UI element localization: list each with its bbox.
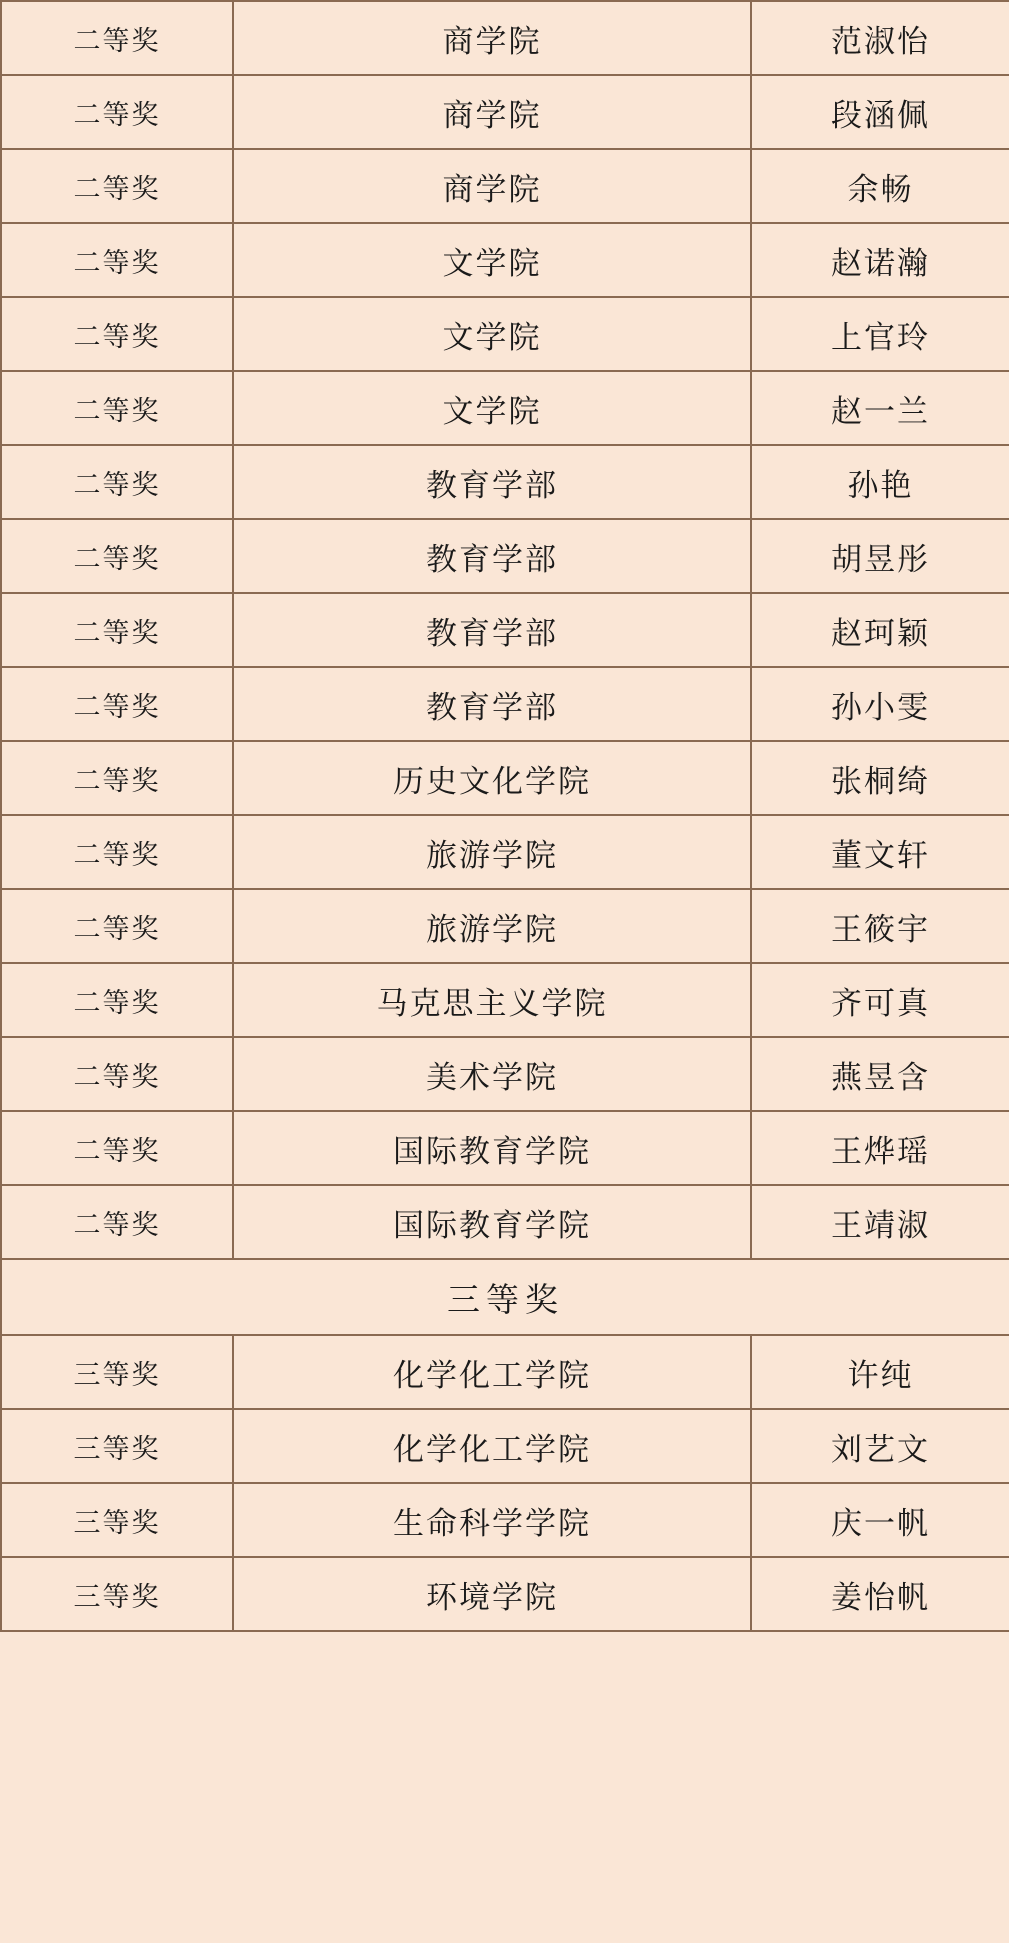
table-row <box>1 223 1009 297</box>
table-row <box>1 667 1009 741</box>
table-row <box>1 1037 1009 1111</box>
cell-award: 二等奖 <box>1 963 233 1037</box>
cell-name: 上官玲 <box>751 297 1009 371</box>
cell-college: 教育学部 <box>233 519 751 593</box>
cell-name: 余畅 <box>751 149 1009 223</box>
cell-award: 三等奖 <box>1 1409 233 1483</box>
cell-award: 二等奖 <box>1 815 233 889</box>
cell-college: 商学院 <box>233 149 751 223</box>
cell-name: 齐可真 <box>751 963 1009 1037</box>
cell-award: 二等奖 <box>1 223 233 297</box>
cell-college: 美术学院 <box>233 1037 751 1111</box>
cell-name: 刘艺文 <box>751 1409 1009 1483</box>
cell-college: 环境学院 <box>233 1557 751 1631</box>
award-table-body <box>1 1 1009 1631</box>
cell-college: 文学院 <box>233 223 751 297</box>
cell-name: 赵一兰 <box>751 371 1009 445</box>
cell-college: 商学院 <box>233 1 751 75</box>
table-row <box>1 75 1009 149</box>
cell-name: 范淑怡 <box>751 1 1009 75</box>
cell-college: 教育学部 <box>233 445 751 519</box>
table-row <box>1 445 1009 519</box>
cell-name: 董文轩 <box>751 815 1009 889</box>
table-row <box>1 371 1009 445</box>
cell-award: 三等奖 <box>1 1335 233 1409</box>
cell-name: 庆一帆 <box>751 1483 1009 1557</box>
cell-name: 孙小雯 <box>751 667 1009 741</box>
table-row <box>1 149 1009 223</box>
cell-college: 国际教育学院 <box>233 1111 751 1185</box>
section-header-title: 三等奖 <box>1 1259 1009 1335</box>
cell-college: 历史文化学院 <box>233 741 751 815</box>
cell-award: 三等奖 <box>1 1483 233 1557</box>
cell-award: 二等奖 <box>1 371 233 445</box>
cell-award: 三等奖 <box>1 1557 233 1631</box>
cell-award: 二等奖 <box>1 889 233 963</box>
table-row <box>1 519 1009 593</box>
cell-college: 商学院 <box>233 75 751 149</box>
cell-name: 王烨瑶 <box>751 1111 1009 1185</box>
cell-name: 孙艳 <box>751 445 1009 519</box>
cell-name: 段涵佩 <box>751 75 1009 149</box>
cell-award: 二等奖 <box>1 667 233 741</box>
cell-college: 国际教育学院 <box>233 1185 751 1259</box>
cell-award: 二等奖 <box>1 593 233 667</box>
cell-name: 燕昱含 <box>751 1037 1009 1111</box>
table-row <box>1 297 1009 371</box>
cell-college: 马克思主义学院 <box>233 963 751 1037</box>
table-row <box>1 815 1009 889</box>
cell-award: 二等奖 <box>1 519 233 593</box>
cell-award: 二等奖 <box>1 149 233 223</box>
section-header-row <box>1 1259 1009 1335</box>
cell-name: 王靖淑 <box>751 1185 1009 1259</box>
cell-award: 二等奖 <box>1 75 233 149</box>
cell-college: 化学化工学院 <box>233 1409 751 1483</box>
cell-name: 赵珂颖 <box>751 593 1009 667</box>
cell-name: 王筱宇 <box>751 889 1009 963</box>
table-row <box>1 1335 1009 1409</box>
cell-college: 生命科学学院 <box>233 1483 751 1557</box>
cell-name: 姜怡帆 <box>751 1557 1009 1631</box>
cell-name: 张桐绮 <box>751 741 1009 815</box>
cell-award: 二等奖 <box>1 1111 233 1185</box>
table-row <box>1 593 1009 667</box>
cell-name: 胡昱彤 <box>751 519 1009 593</box>
cell-college: 文学院 <box>233 297 751 371</box>
table-row <box>1 1111 1009 1185</box>
cell-name: 许纯 <box>751 1335 1009 1409</box>
table-row <box>1 1483 1009 1557</box>
table-row <box>1 1557 1009 1631</box>
table-row <box>1 889 1009 963</box>
table-row <box>1 1185 1009 1259</box>
cell-name: 赵诺瀚 <box>751 223 1009 297</box>
table-row <box>1 1 1009 75</box>
cell-college: 旅游学院 <box>233 889 751 963</box>
cell-college: 旅游学院 <box>233 815 751 889</box>
cell-award: 二等奖 <box>1 1 233 75</box>
cell-award: 二等奖 <box>1 297 233 371</box>
cell-college: 文学院 <box>233 371 751 445</box>
cell-award: 二等奖 <box>1 1185 233 1259</box>
cell-college: 教育学部 <box>233 667 751 741</box>
cell-award: 二等奖 <box>1 445 233 519</box>
cell-college: 化学化工学院 <box>233 1335 751 1409</box>
table-row <box>1 741 1009 815</box>
cell-award: 二等奖 <box>1 1037 233 1111</box>
table-row <box>1 1409 1009 1483</box>
cell-college: 教育学部 <box>233 593 751 667</box>
table-row <box>1 963 1009 1037</box>
cell-award: 二等奖 <box>1 741 233 815</box>
